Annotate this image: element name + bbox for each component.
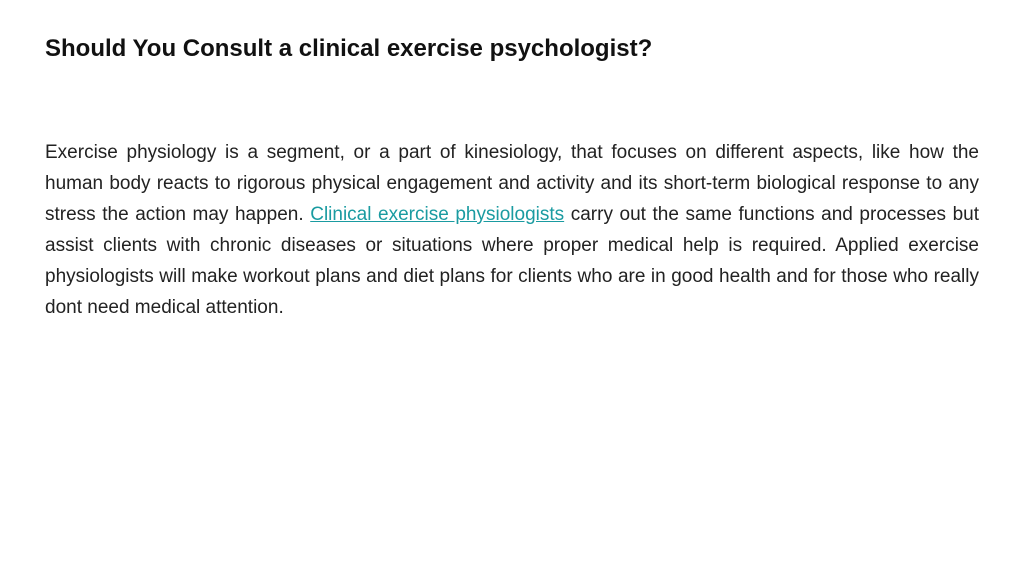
slide — [45, 0, 979, 576]
clinical-exercise-physiologists-link[interactable]: Clinical exercise physiologists — [310, 204, 565, 225]
paragraph-text-after-link: carry out the same functions and processes but assist clients with chronic diseases or situations where proper medical help is required. Applied exercise physiologists will make workout plans and diet plans for clients who are in good health and for those who really dont need medical attention. — [45, 204, 979, 318]
body-paragraph — [45, 137, 979, 323]
page-title: Should You Consult a clinical exercise psychologist? — [45, 35, 653, 62]
paragraph-text-before-link: Exercise physiology is a segment, or a part of kinesiology, that focuses on different aspects, like how the human body reacts to rigorous physical engagement and activity and its short-term biological response to any stress the action may happen. — [45, 142, 979, 225]
